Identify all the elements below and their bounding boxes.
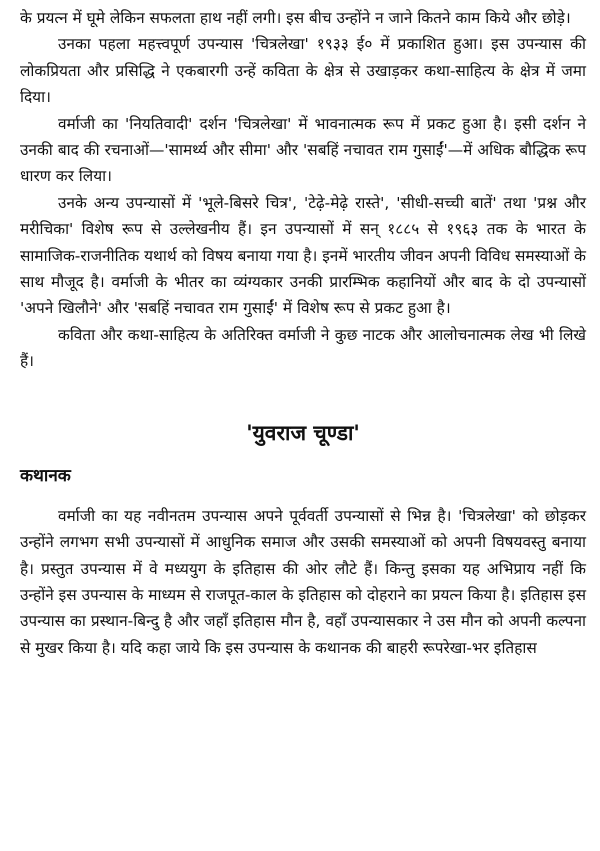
- paragraph-chitralekha: उनका पहला महत्त्वपूर्ण उपन्यास 'चित्रलेखा' १९३३ ई० में प्रकाशित हुआ। इस उपन्यास की लोकप्रियता और प्रसिद्धि ने एकबारगी उन्हें कविता के क्षेत्र से उखाड़कर कथा-साहित्य के क्षेत्र में जमा दिया।: [20, 35, 586, 107]
- paragraph-niyativadi: वर्माजी का 'नियतिवादी' दर्शन 'चित्रलेखा' में भावनात्मक रूप में प्रकट हुआ है। इसी दर्शन ने उनकी बाद की रचनाओं—'सामर्थ्य और सीमा' और 'सबहिं नचावत राम गुसाईं'—में अधिक बौद्धिक रूप धारण कर लिया।: [20, 114, 586, 186]
- paragraph-plays-essays: कविता और कथा-साहित्य के अतिरिक्त वर्माजी ने कुछ नाटक और आलोचनात्मक लेख भी लिखे हैं।: [20, 325, 586, 371]
- paragraph-plot: वर्माजी का यह नवीनतम उपन्यास अपने पूर्ववर्ती उपन्यासों से भिन्न है। 'चित्रलेखा' को छोड़कर उन्होंने लगभग सभी उपन्यासों में आधुनिक समाज और उसकी समस्याओं को अपनी विषयवस्तु बनाया है। प्रस्तुत उपन्यास में वे मध्ययुग के इतिहास की ओर लौटे हैं। किन्तु इसका यह अभिप्राय नहीं कि उन्होंने इस उपन्यास के माध्यम से राजपूत-काल के इतिहास को दोहराने का प्रयत्न किया है। इतिहास इस उपन्यास का प्रस्थान-बिन्दु है और जहाँ इतिहास मौन है, वहाँ उपन्यासकार ने उस मौन को अपनी कल्पना से मुखर किया है। यदि कहा जाये कि इस उपन्यास के कथानक की बाहरी रूपरेखा-भर इतिहास: [20, 506, 586, 657]
- paragraph-other-novels: उनके अन्य उपन्यासों में 'भूले-बिसरे चित्र', 'टेढ़े-मेढ़े रास्ते', 'सीधी-सच्ची बातें' तथा 'प्रश्न और मरीचिका' विशेष रूप से उल्लेखनीय हैं। इन उपन्यासों में सन् १८८५ से १९६३ तक के भारत के सामाजिक-राजनीतिक यथार्थ को विषय बनाया गया है। इनमें भारतीय जीवन अपनी विविध समस्याओं के साथ मौजूद है। वर्माजी के भीतर का व्यंग्यकार उनकी प्रारम्भिक कहानियों और बाद के दो उपन्यासों 'अपने खिलौने' और 'सबहिं नचावत राम गुसाईं' में विशेष रूप से प्रकट हुआ है।: [20, 193, 586, 318]
- spacer: [20, 447, 586, 463]
- subheading: कथानक: [20, 465, 71, 486]
- section-title: 'युवराज चूण्डा': [246, 420, 360, 445]
- paragraph-continuation: के प्रयत्न में घूमे लेकिन सफलता हाथ नहीं लगी। इस बीच उन्होंने न जाने कितने काम किये और छोड़े।: [20, 9, 571, 27]
- spacer: [20, 489, 586, 503]
- spacer: [20, 375, 586, 419]
